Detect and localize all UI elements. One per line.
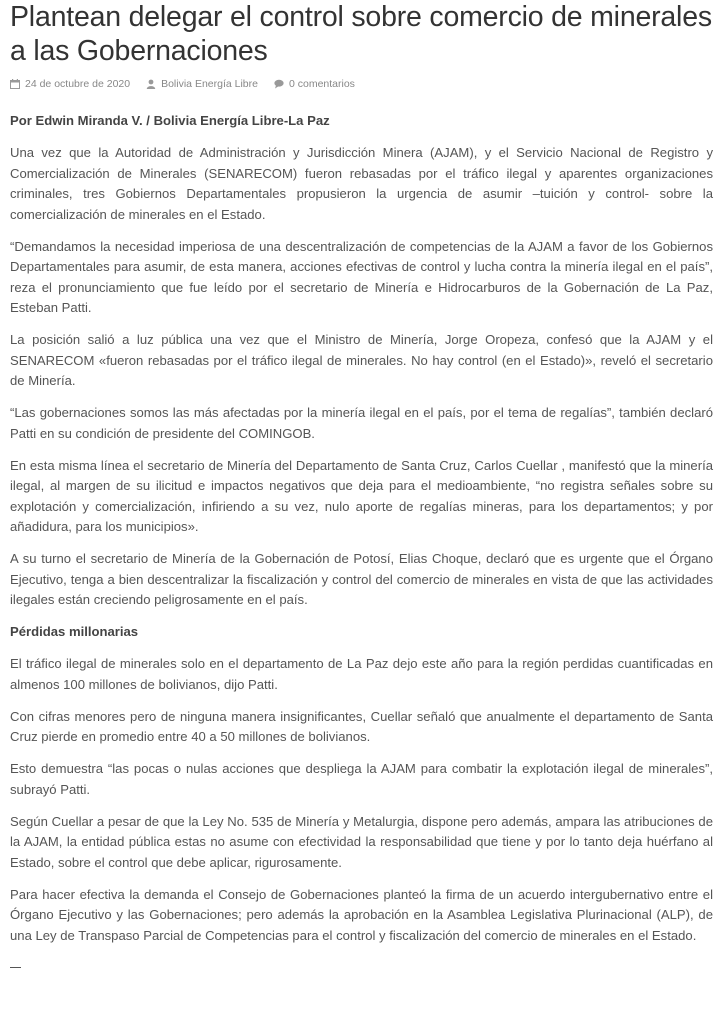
article-body	[10, 111, 713, 968]
post-author[interactable]	[146, 77, 258, 91]
post-comments-text: 0 comentarios	[288, 78, 355, 90]
post-date[interactable]	[10, 77, 130, 91]
paragraph: Con cifras menores pero de ninguna manera insignificantes, Cuellar señaló que anualmente el departamento de Santa Cruz pierde en promedio entre 40 a 50 millones de bolivianos.	[10, 708, 713, 744]
article-byline: Por Edwin Miranda V. / Bolivia Energía Libre-La Paz	[10, 113, 330, 128]
paragraph: En esta misma línea el secretario de Minería del Departamento de Santa Cruz, Carlos Cuellar , manifestó que la minería ilegal, al margen de su ilicitud e impactos negativos que deja para el medioambiente, “no registra señales sobre su explotación y comercialización, infiriendo a su vez, nulo aporte de regalías mineras, para los departamentos; y por añadidura, para los municipios».	[10, 457, 713, 534]
user-icon	[146, 79, 156, 89]
article	[10, 0, 713, 968]
end-divider	[10, 967, 21, 968]
section-subheading: Pérdidas millonarias	[10, 624, 139, 639]
paragraph: A su turno el secretario de Minería de la Gobernación de Potosí, Elias Choque, declaró que es urgente que el Órgano Ejecutivo, tenga a bien descentralizar la fiscalización y control del comercio de minerales en vista de que las actividades ilegales están creciendo peligrosamente en el país.	[10, 551, 713, 607]
post-meta	[10, 77, 713, 91]
paragraph: La posición salió a luz pública una vez que el Ministro de Minería, Jorge Oropeza, confesó que la AJAM y el SENARECOM «fueron rebasadas por el tráfico ilegal de minerales. No hay control (en el Estado)», reveló el secretario de Minería.	[10, 332, 713, 388]
calendar-icon	[10, 79, 20, 89]
paragraph: Esto demuestra “las pocas o nulas acciones que despliega la AJAM para combatir la explotación ilegal de minerales”, subrayó Patti.	[10, 761, 713, 797]
post-comments[interactable]	[274, 77, 355, 91]
post-date-text: 24 de octubre de 2020	[25, 78, 131, 90]
paragraph: Para hacer efectiva la demanda el Consejo de Gobernaciones planteó la firma de un acuerdo intergubernativo entre el Órgano Ejecutivo y las Gobernaciones; pero además la aprobación en la Asamblea Legislativa Plurinacional (ALP), de una Ley de Transpaso Parcial de Competencias para el control y fiscalización del comercio de minerales en el Estado.	[10, 886, 713, 943]
article-title: Plantean delegar el control sobre comercio de minerales a las Gobernaciones	[10, 1, 712, 67]
paragraph: Una vez que la Autoridad de Administración y Jurisdicción Minera (AJAM), y el Servicio Nacional de Registro y Comercialización de Minerales (SENARECOM) fueron rebasadas por el tráfico ilegal y aparentes organizaciones criminales, tres Gobiernos Departamentales propusieron la urgencia de asumir –tuición y control- sobre la comercialización de minerales en el Estado.	[10, 145, 713, 222]
comment-icon	[274, 79, 284, 89]
post-author-text: Bolivia Energía Libre	[161, 78, 258, 90]
paragraph: “Demandamos la necesidad imperiosa de una descentralización de competencias de la AJAM a favor de los Gobiernos Departamentales para asumir, de esta manera, acciones efectivas de control y lucha contra la minería ilegal en el país”, reza el pronunciamiento que fue leído por el secretario de Minería e Hidrocarburos de la Gobernación de La Paz, Esteban Patti.	[10, 238, 713, 315]
paragraph: El tráfico ilegal de minerales solo en el departamento de La Paz dejo este año para la región perdidas cuantificadas en almenos 100 millones de bolivianos, dijo Patti.	[10, 656, 713, 692]
paragraph: “Las gobernaciones somos las más afectadas por la minería ilegal en el país, por el tema de regalías”, también declaró Patti en su condición de presidente del COMINGOB.	[10, 405, 713, 441]
paragraph: Según Cuellar a pesar de que la Ley No. 535 de Minería y Metalurgia, dispone pero además, ampara las atribuciones de la AJAM, la entidad pública estas no asume con efectividad la responsabilidad que tiene y por lo tanto deja huérfano al Estado, sobre el control que debe aplicar, rigurosamente.	[10, 813, 713, 870]
